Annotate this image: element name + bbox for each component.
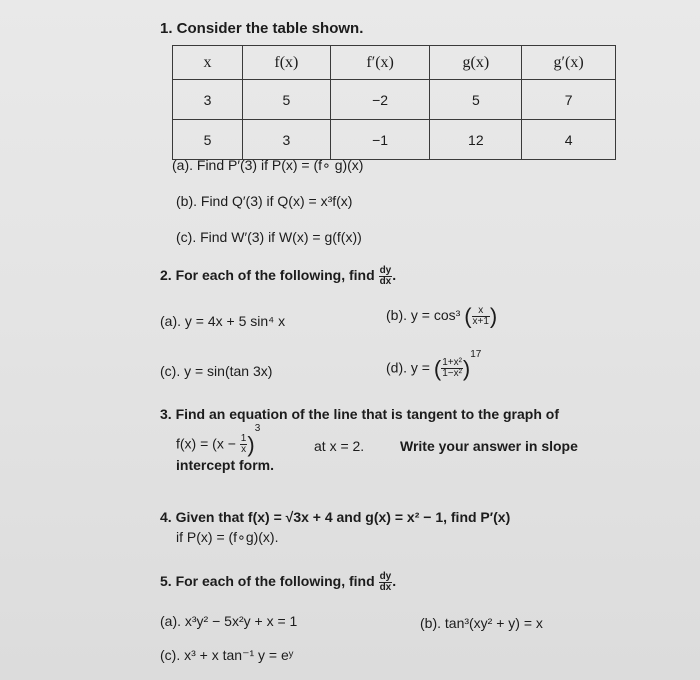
table-cell: 7	[522, 80, 616, 120]
q4-line2: if P(x) = (f∘g)(x).	[176, 529, 279, 545]
table-header-cell: g(x)	[430, 46, 522, 80]
q3-function	[176, 423, 261, 457]
q2-part-b: (b). y = cos³ ( $\frac{x}{x+1}$ )	[386, 303, 498, 329]
table-cell: 5	[173, 120, 243, 160]
fraction-numerator: dy	[379, 265, 392, 276]
q3-at-point: at x = 2.	[314, 438, 365, 454]
table-header-row	[173, 46, 616, 80]
table-header-cell: x	[173, 46, 243, 80]
fraction-numerator: x	[472, 306, 490, 317]
q2-b-prefix: (b). y = cos³	[386, 307, 461, 324]
q5-title-text: 5. For each of the following, find	[160, 573, 375, 590]
table-header-cell: g′(x)	[522, 46, 616, 80]
q5-part-a: (a). x³y² − 5x²y + x = 1	[160, 613, 298, 629]
fraction-numerator: dy	[379, 571, 392, 582]
q3-exponent: 3	[254, 423, 261, 434]
table-cell: 5	[242, 80, 330, 120]
q3-close-paren: )	[247, 431, 255, 457]
fraction-denominator: 1−x²	[442, 368, 462, 380]
q2-d-fraction	[441, 358, 463, 379]
q3-instruction: Write your answer in slope	[400, 438, 578, 454]
q1-part-a: (a). Find P′(3) if P(x) = (f∘ g)(x)	[172, 157, 364, 173]
q2-part-d: (d). y = ( $\frac{\text{1+x²}}{\text{1−x²}}$ )$^{17}$	[386, 349, 482, 381]
fraction-denominator: x+1	[472, 316, 489, 327]
fraction-numerator: 1+x²	[442, 357, 462, 369]
table-cell: −1	[330, 120, 430, 160]
table-cell: 12	[430, 120, 522, 160]
values-table	[172, 45, 616, 160]
fraction-denominator: dx	[379, 276, 392, 287]
table-header-cell: f(x)	[242, 46, 330, 80]
table-cell: 5	[430, 80, 522, 120]
q2-b-fraction	[472, 306, 490, 327]
fraction-numerator: 1	[240, 433, 247, 445]
q2-part-c: (c). y = sin(tan 3x)	[160, 363, 273, 379]
q1-part-c: (c). Find W′(3) if W(x) = g(f(x))	[176, 229, 362, 245]
q2-d-prefix: (d). y =	[386, 359, 430, 376]
q2-title-text: 2. For each of the following, find	[160, 267, 375, 284]
fraction-denominator: dx	[379, 582, 392, 593]
table-cell: 3	[242, 120, 330, 160]
table-header-cell: f′(x)	[330, 46, 430, 80]
q2-d-exponent: 17	[470, 349, 482, 360]
q2-part-a: (a). y = 4x + 5 sin⁴ x	[160, 313, 286, 329]
table-cell: −2	[330, 80, 430, 120]
q3-func-prefix: f(x) = (x −	[176, 435, 236, 452]
q2-title: 2. For each of the following, find $\frac{dy}{dx}$ .	[160, 265, 397, 287]
q5-part-b: (b). tan³(xy² + y) = x	[420, 615, 543, 631]
q4-line1: 4. Given that f(x) = √3x + 4 and g(x) = x² − 1, find P′(x)	[160, 509, 511, 525]
q5-part-c: (c). x³ + x tan⁻¹ y = eʸ	[160, 647, 294, 663]
table-cell: 3	[173, 80, 243, 120]
dy-dx-fraction	[379, 266, 393, 287]
q5-title: 5. For each of the following, find $\frac{dy}{dx}$ .	[160, 571, 397, 593]
q3-line3: intercept form.	[176, 457, 275, 473]
q1-part-b: (b). Find Q′(3) if Q(x) = x³f(x)	[176, 193, 353, 209]
q1-title: 1. Consider the table shown.	[160, 20, 364, 37]
table-row	[173, 80, 616, 120]
table-row	[173, 120, 616, 160]
dy-dx-fraction	[379, 572, 393, 593]
q3-line1: 3. Find an equation of the line that is tangent to the graph of	[160, 406, 559, 422]
fraction-denominator: x	[241, 444, 247, 456]
table-cell: 4	[522, 120, 616, 160]
